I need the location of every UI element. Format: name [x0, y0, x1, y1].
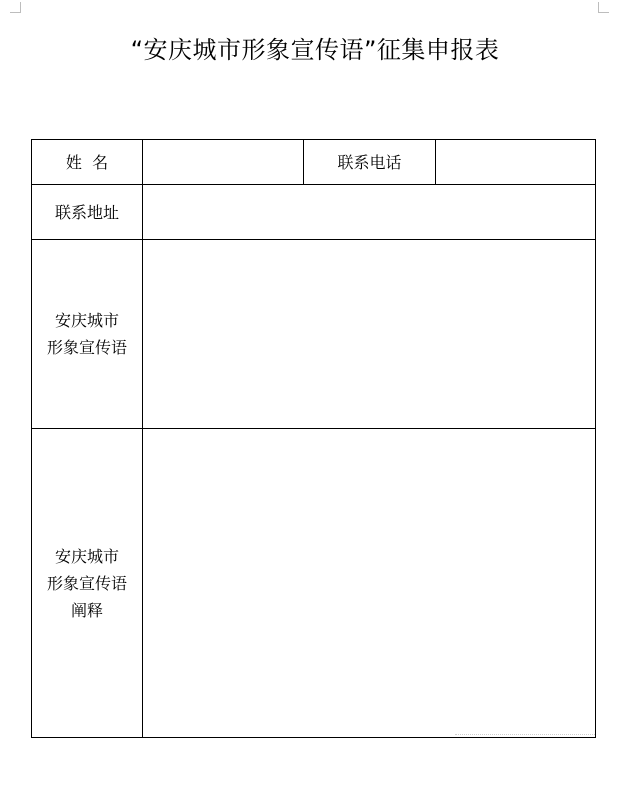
- form-row-slogan: [32, 240, 596, 429]
- form-row-name-phone: [32, 140, 596, 185]
- application-form-table: [31, 139, 596, 738]
- phone-label: 联系电话: [304, 140, 436, 185]
- form-row-explanation: [32, 429, 596, 738]
- slogan-label: [32, 240, 143, 429]
- form-row-address: [32, 185, 596, 240]
- explanation-field[interactable]: [143, 429, 596, 738]
- page-title: “安庆城市形象宣传语”征集申报表: [130, 36, 500, 64]
- slogan-label-line2: 形象宣传语: [46, 338, 127, 357]
- slogan-label-line1: 安庆城市: [54, 311, 119, 330]
- page-corner-mark-left: [10, 2, 21, 13]
- name-label: 姓 名: [32, 140, 143, 185]
- explanation-label-line2: 形象宣传语: [46, 573, 127, 593]
- phone-field[interactable]: [436, 140, 596, 185]
- explanation-label-line1: 安庆城市: [54, 546, 119, 566]
- page-corner-mark-right: [598, 2, 609, 13]
- address-field[interactable]: [143, 185, 596, 240]
- scan-artifact-line: [455, 734, 595, 738]
- address-label: 联系地址: [32, 185, 143, 240]
- explanation-label: [32, 429, 143, 738]
- name-field[interactable]: [143, 140, 304, 185]
- slogan-field[interactable]: [143, 240, 596, 429]
- explanation-label-line3: 阐释: [70, 600, 103, 620]
